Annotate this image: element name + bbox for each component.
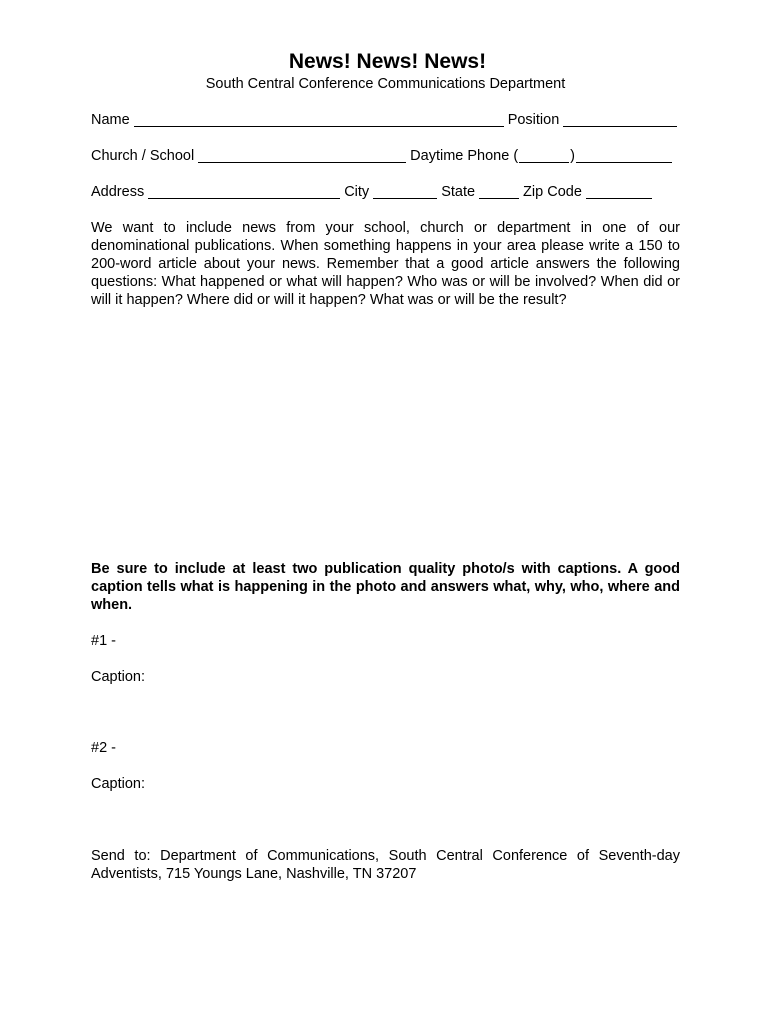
name-label: Name bbox=[91, 112, 130, 128]
address-label: Address bbox=[91, 184, 145, 200]
position-label: Position bbox=[507, 112, 560, 128]
position-field[interactable] bbox=[563, 112, 677, 127]
send-to-address: Send to: Department of Communications, South Central Conference of Seventh-day Adventists, 715 Youngs Lane, Nashville, TN 37207 bbox=[91, 848, 680, 882]
city-field[interactable] bbox=[373, 184, 437, 199]
state-label: State bbox=[441, 184, 476, 200]
phone-close-paren: ) bbox=[570, 148, 576, 164]
photo-1-caption-label: Caption: bbox=[91, 669, 146, 685]
intro-paragraph: We want to include news from your school, church or department in one of our denominational publications. When something happens in your area please write a 150 to 200-word article about your news. Remember that a good article answers the following questions: What happened or what will happen? Who was or will be involved? When did or will it happen? Where did or will it happen? What was or will be the result? bbox=[91, 220, 680, 308]
church-school-field[interactable] bbox=[198, 148, 406, 163]
area-code-field[interactable] bbox=[519, 148, 569, 163]
city-label: City bbox=[344, 184, 370, 200]
photo-instructions: Be sure to include at least two publication quality photo/s with captions. A good caption tells what is happening in the photo and answers what, why, who, where and when. bbox=[91, 561, 680, 613]
name-field[interactable] bbox=[134, 112, 504, 127]
zip-code-field[interactable] bbox=[586, 184, 652, 199]
church-school-label: Church / School bbox=[91, 148, 195, 164]
photo-1-number: #1 - bbox=[91, 633, 116, 649]
address-row bbox=[91, 183, 680, 201]
name-position-row bbox=[91, 111, 680, 129]
zip-code-label: Zip Code bbox=[523, 184, 582, 200]
state-field[interactable] bbox=[479, 184, 519, 199]
page-title: News! News! News! bbox=[288, 50, 487, 73]
church-phone-row bbox=[91, 147, 680, 165]
photo-2-caption-label: Caption: bbox=[91, 776, 146, 792]
daytime-phone-field[interactable] bbox=[576, 148, 672, 163]
photo-2-number: #2 - bbox=[91, 740, 116, 756]
address-field[interactable] bbox=[148, 184, 340, 199]
daytime-phone-label: Daytime Phone ( bbox=[410, 148, 519, 164]
page-subtitle: South Central Conference Communications Department bbox=[205, 76, 566, 92]
